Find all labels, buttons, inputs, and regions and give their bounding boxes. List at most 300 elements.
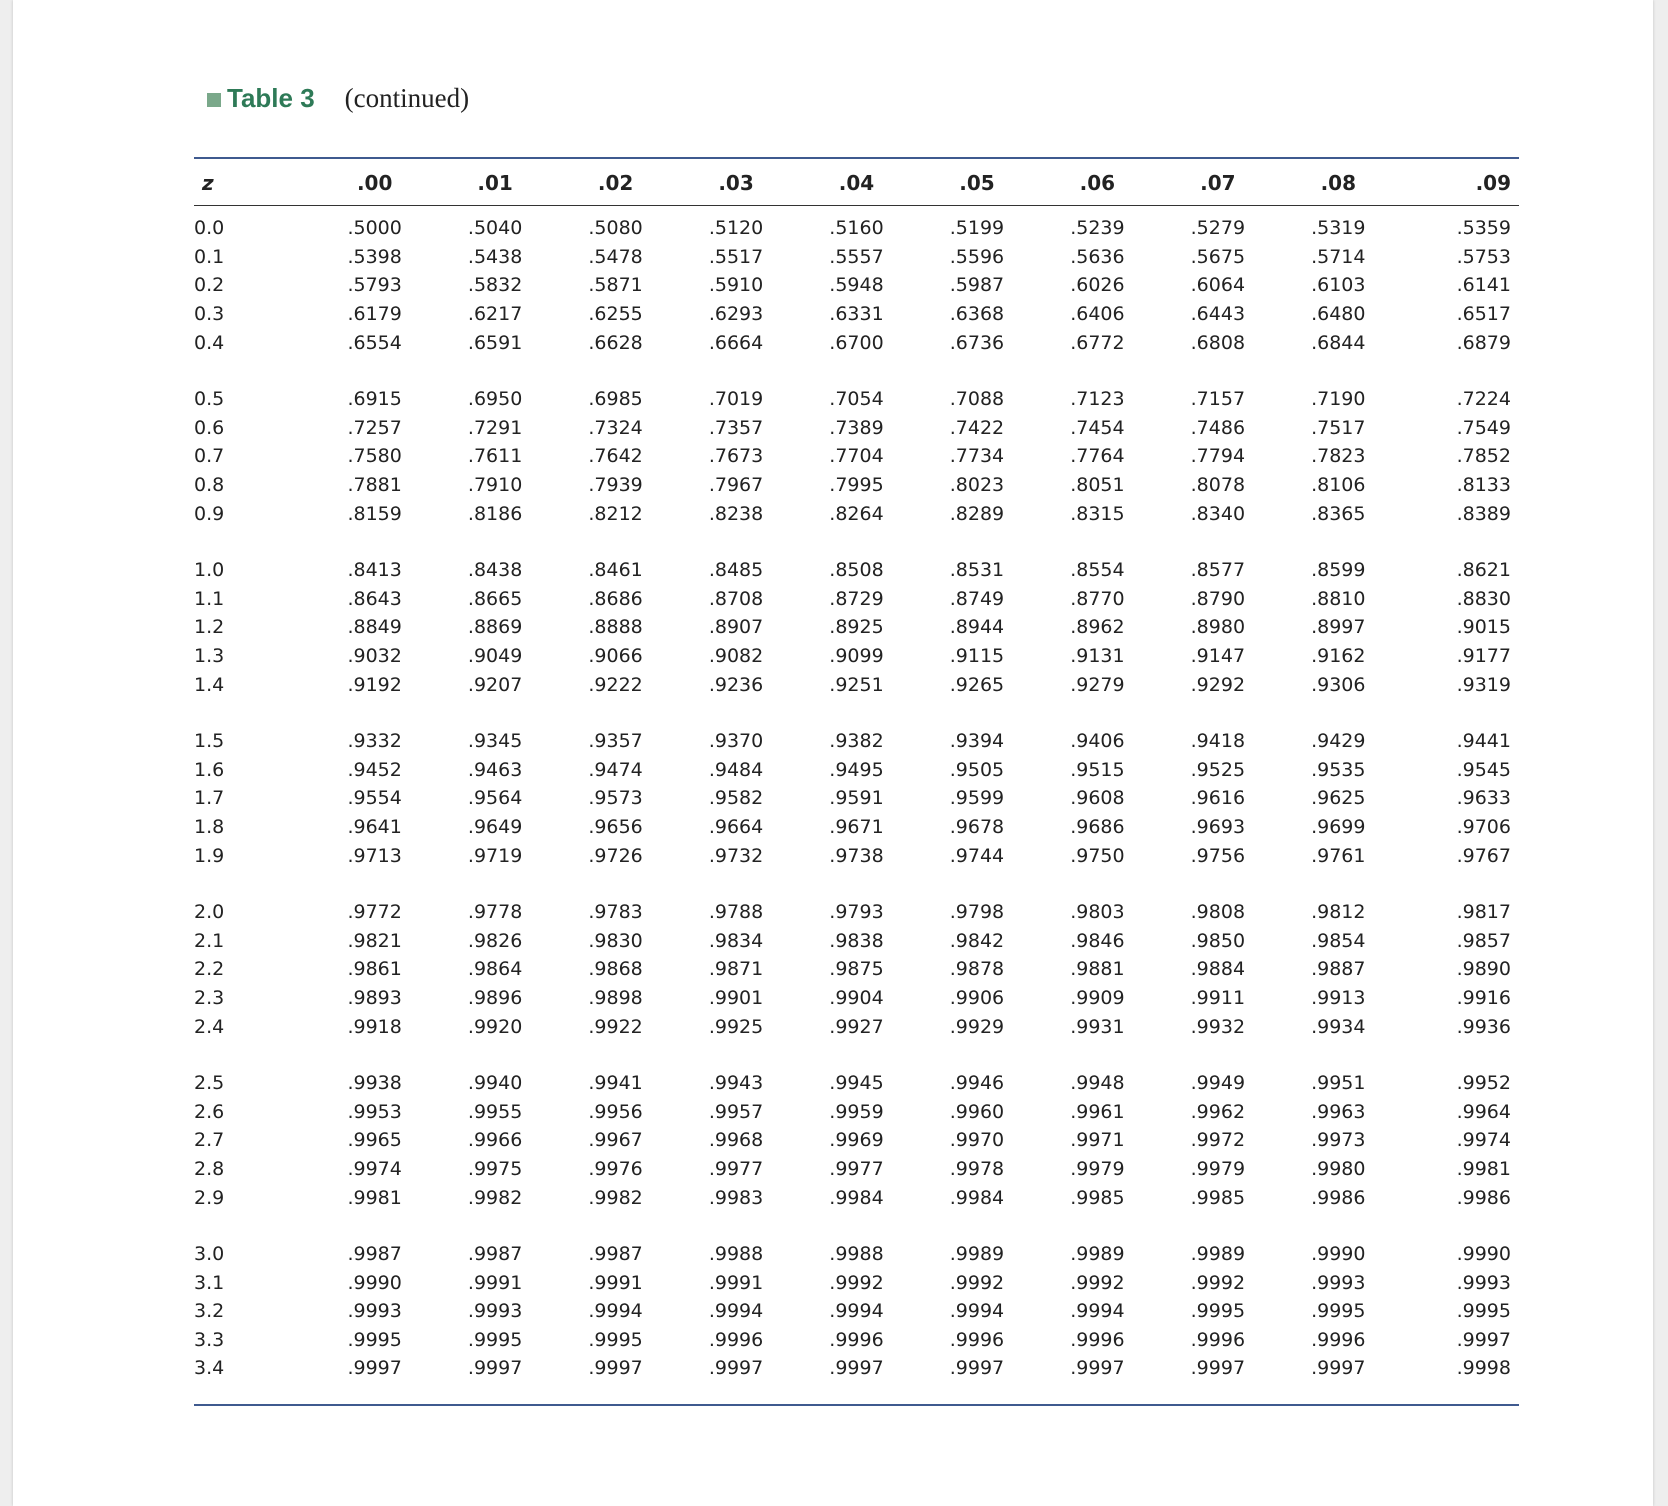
probability-cell: .9996: [708, 1328, 764, 1351]
z-value-cell: 0.6: [194, 416, 225, 439]
probability-cell: .9997: [1190, 1357, 1246, 1380]
probability-cell: .9988: [829, 1243, 884, 1266]
probability-cell: .7157: [1190, 388, 1246, 411]
z-value-cell: 1.3: [194, 645, 225, 668]
probability-cell: .9761: [1311, 844, 1366, 867]
probability-cell: .9967: [588, 1129, 643, 1152]
z-value-cell: 2.7: [194, 1129, 225, 1152]
probability-cell: .9452: [347, 758, 402, 781]
probability-cell: .5596: [949, 245, 1005, 268]
probability-cell: .8962: [1070, 616, 1125, 639]
table-row: [194, 385, 1519, 414]
probability-cell: .8365: [1311, 502, 1366, 525]
probability-cell: .9911: [1190, 986, 1246, 1009]
probability-cell: .9236: [708, 673, 764, 696]
probability-cell: .9049: [467, 645, 523, 668]
probability-cell: .7995: [829, 474, 884, 497]
probability-cell: .5832: [467, 274, 523, 297]
probability-cell: .8389: [1456, 502, 1511, 525]
table-row: [194, 1326, 1519, 1355]
probability-cell: .9370: [708, 730, 764, 753]
probability-cell: .9998: [1456, 1357, 1511, 1380]
probability-cell: .7549: [1456, 416, 1511, 439]
probability-cell: .9996: [829, 1328, 884, 1351]
probability-cell: .5557: [829, 245, 884, 268]
column-header: .05: [959, 171, 995, 195]
probability-cell: .9641: [347, 815, 402, 838]
probability-cell: .9963: [1311, 1100, 1366, 1123]
probability-cell: .9332: [347, 730, 402, 753]
group-spacer: [194, 870, 1519, 898]
z-value-cell: 0.2: [194, 274, 225, 297]
table-row: [194, 1268, 1519, 1297]
z-value-cell: 0.0: [194, 217, 225, 240]
probability-cell: .9918: [347, 1015, 402, 1038]
group-spacer: [194, 1041, 1519, 1069]
probability-cell: .9997: [588, 1357, 643, 1380]
probability-cell: .9916: [1456, 986, 1511, 1009]
probability-cell: .9591: [829, 787, 884, 810]
probability-cell: .9991: [708, 1271, 764, 1294]
probability-cell: .8159: [347, 502, 402, 525]
probability-cell: .8485: [708, 559, 764, 582]
probability-cell: .9978: [949, 1157, 1005, 1180]
probability-cell: .9936: [1456, 1015, 1511, 1038]
table-row: [194, 784, 1519, 813]
probability-cell: .9608: [1070, 787, 1125, 810]
header-gap: [194, 202, 1519, 214]
table-row: [194, 984, 1519, 1013]
probability-cell: .9997: [829, 1357, 884, 1380]
probability-cell: .9649: [467, 815, 523, 838]
probability-cell: .9772: [347, 901, 402, 924]
probability-cell: .9964: [1456, 1100, 1511, 1123]
probability-cell: .6103: [1311, 274, 1366, 297]
probability-cell: .9868: [588, 958, 643, 981]
probability-cell: .9997: [1311, 1357, 1366, 1380]
probability-cell: .9525: [1190, 758, 1246, 781]
z-value-cell: 2.9: [194, 1186, 225, 1209]
probability-cell: .5948: [829, 274, 884, 297]
table-title-continued: (continued): [344, 82, 470, 113]
probability-cell: .9987: [347, 1243, 402, 1266]
z-value-cell: 2.4: [194, 1015, 225, 1038]
probability-cell: .9319: [1456, 673, 1511, 696]
probability-cell: .9946: [949, 1072, 1005, 1095]
probability-cell: .8643: [347, 587, 402, 610]
probability-cell: .6368: [949, 303, 1005, 326]
probability-cell: .9993: [1456, 1271, 1511, 1294]
probability-cell: .6808: [1190, 331, 1246, 354]
group-spacer: [194, 357, 1519, 385]
probability-cell: .8997: [1311, 616, 1366, 639]
probability-cell: .9990: [347, 1271, 402, 1294]
probability-cell: .6406: [1070, 303, 1125, 326]
probability-cell: .9974: [347, 1157, 402, 1180]
probability-cell: .9966: [467, 1129, 523, 1152]
probability-cell: .9992: [1190, 1271, 1246, 1294]
z-value-cell: 1.5: [194, 730, 225, 753]
probability-cell: .8830: [1456, 587, 1511, 610]
probability-cell: .9932: [1190, 1015, 1246, 1038]
probability-cell: .9881: [1070, 958, 1125, 981]
probability-cell: .9982: [467, 1186, 523, 1209]
probability-cell: .8810: [1311, 587, 1366, 610]
probability-cell: .9995: [467, 1328, 523, 1351]
probability-cell: .8849: [347, 616, 402, 639]
probability-cell: .9982: [588, 1186, 643, 1209]
probability-cell: .9345: [467, 730, 523, 753]
probability-cell: .9983: [708, 1186, 764, 1209]
probability-cell: .6879: [1456, 331, 1511, 354]
probability-cell: .9887: [1311, 958, 1366, 981]
probability-cell: .9394: [949, 730, 1005, 753]
probability-cell: .8078: [1190, 474, 1246, 497]
title-square-icon: [207, 93, 221, 107]
probability-cell: .6255: [588, 303, 643, 326]
probability-cell: .9732: [708, 844, 764, 867]
probability-cell: .9973: [1311, 1129, 1366, 1152]
probability-cell: .9997: [708, 1357, 764, 1380]
table-row: [194, 328, 1519, 357]
probability-cell: .9985: [1070, 1186, 1125, 1209]
probability-cell: .5160: [829, 217, 884, 240]
probability-cell: .9535: [1311, 758, 1366, 781]
probability-cell: .9382: [829, 730, 884, 753]
probability-cell: .9995: [1456, 1300, 1511, 1323]
probability-cell: .9842: [949, 929, 1005, 952]
probability-cell: .7611: [467, 445, 523, 468]
probability-cell: .9693: [1190, 815, 1246, 838]
probability-cell: .7486: [1190, 416, 1246, 439]
probability-cell: .8888: [588, 616, 643, 639]
probability-cell: .9484: [708, 758, 764, 781]
z-value-cell: 2.1: [194, 929, 225, 952]
probability-cell: .7764: [1070, 445, 1125, 468]
probability-cell: .6736: [949, 331, 1005, 354]
probability-cell: .9956: [588, 1100, 643, 1123]
probability-cell: .9997: [1070, 1357, 1125, 1380]
probability-cell: .9996: [949, 1328, 1005, 1351]
probability-cell: .9906: [949, 986, 1005, 1009]
table-header-row: [194, 164, 1519, 202]
probability-cell: .9972: [1190, 1129, 1246, 1152]
probability-cell: .9808: [1190, 901, 1246, 924]
probability-cell: .8749: [949, 587, 1005, 610]
probability-cell: .9995: [1311, 1300, 1366, 1323]
probability-cell: .8599: [1311, 559, 1366, 582]
probability-cell: .9997: [949, 1357, 1005, 1380]
probability-cell: .6331: [829, 303, 884, 326]
probability-cell: .9987: [467, 1243, 523, 1266]
probability-cell: .9616: [1190, 787, 1246, 810]
probability-cell: .9913: [1311, 986, 1366, 1009]
probability-cell: .9920: [467, 1015, 523, 1038]
z-value-cell: 2.2: [194, 958, 225, 981]
probability-cell: .7257: [347, 416, 402, 439]
probability-cell: .8133: [1456, 474, 1511, 497]
probability-cell: .7580: [347, 445, 402, 468]
probability-cell: .9990: [1311, 1243, 1366, 1266]
probability-cell: .9726: [588, 844, 643, 867]
probability-cell: .7123: [1070, 388, 1125, 411]
column-header: .00: [356, 171, 393, 195]
probability-cell: .8212: [588, 502, 643, 525]
probability-cell: .9901: [708, 986, 764, 1009]
probability-cell: .9854: [1311, 929, 1366, 952]
probability-cell: .5239: [1070, 217, 1125, 240]
z-value-cell: 3.1: [194, 1271, 225, 1294]
probability-cell: .9994: [949, 1300, 1005, 1323]
probability-cell: .9032: [347, 645, 402, 668]
probability-cell: .9995: [1190, 1300, 1246, 1323]
probability-cell: .9834: [708, 929, 764, 952]
probability-cell: .5359: [1456, 217, 1511, 240]
column-header: .08: [1320, 171, 1357, 195]
probability-cell: .9406: [1070, 730, 1125, 753]
probability-cell: .9979: [1190, 1157, 1246, 1180]
table-row: [194, 300, 1519, 329]
z-value-cell: 0.8: [194, 474, 225, 497]
probability-cell: .9861: [347, 958, 402, 981]
probability-cell: .9783: [588, 901, 643, 924]
probability-cell: .9896: [467, 986, 523, 1009]
probability-cell: .9994: [1070, 1300, 1125, 1323]
probability-cell: .9251: [829, 673, 884, 696]
probability-cell: .9996: [1311, 1328, 1366, 1351]
probability-cell: .9573: [588, 787, 643, 810]
probability-cell: .6772: [1070, 331, 1125, 354]
probability-cell: .9115: [949, 645, 1005, 668]
probability-cell: .9962: [1190, 1100, 1246, 1123]
probability-cell: .9767: [1456, 844, 1511, 867]
column-header: .09: [1475, 171, 1511, 195]
table-row: [194, 1012, 1519, 1041]
z-value-cell: 2.5: [194, 1072, 225, 1095]
probability-cell: .6950: [467, 388, 523, 411]
probability-cell: .9948: [1070, 1072, 1125, 1095]
probability-cell: .6141: [1456, 274, 1511, 297]
group-spacer: [194, 1212, 1519, 1240]
probability-cell: .8340: [1190, 502, 1246, 525]
probability-cell: .8944: [949, 616, 1005, 639]
column-header-z: z: [202, 171, 214, 195]
table-row: [194, 955, 1519, 984]
probability-cell: .9678: [949, 815, 1005, 838]
probability-cell: .9441: [1456, 730, 1511, 753]
probability-cell: .9980: [1311, 1157, 1366, 1180]
probability-cell: .9082: [708, 645, 764, 668]
probability-cell: .9664: [708, 815, 764, 838]
probability-cell: .8770: [1070, 587, 1125, 610]
probability-cell: .5636: [1070, 245, 1125, 268]
probability-cell: .5478: [588, 245, 643, 268]
probability-cell: .7517: [1311, 416, 1366, 439]
probability-cell: .9706: [1456, 815, 1511, 838]
z-value-cell: 1.7: [194, 787, 225, 810]
probability-cell: .7734: [949, 445, 1005, 468]
table-row: [194, 670, 1519, 699]
z-value-cell: 2.8: [194, 1157, 225, 1180]
table-row: [194, 271, 1519, 300]
probability-cell: .9015: [1456, 616, 1511, 639]
probability-cell: .9940: [467, 1072, 523, 1095]
table-row: [194, 1069, 1519, 1098]
probability-cell: .9599: [949, 787, 1005, 810]
probability-cell: .9898: [588, 986, 643, 1009]
probability-cell: .9955: [467, 1100, 523, 1123]
probability-cell: .9995: [588, 1328, 643, 1351]
probability-cell: .9977: [829, 1157, 884, 1180]
probability-cell: .7291: [467, 416, 523, 439]
table-row: [194, 471, 1519, 500]
probability-cell: .8438: [467, 559, 523, 582]
z-value-cell: 0.7: [194, 445, 225, 468]
probability-cell: .9686: [1070, 815, 1125, 838]
probability-cell: .9719: [467, 844, 523, 867]
table-row: [194, 1126, 1519, 1155]
probability-cell: .9871: [708, 958, 764, 981]
probability-cell: .5080: [588, 217, 643, 240]
probability-cell: .7642: [588, 445, 643, 468]
z-value-cell: 3.0: [194, 1243, 225, 1266]
probability-cell: .6217: [467, 303, 523, 326]
table-row: [194, 898, 1519, 927]
probability-cell: .9812: [1311, 901, 1366, 924]
probability-cell: .7704: [829, 445, 884, 468]
probability-cell: .9357: [588, 730, 643, 753]
z-value-cell: 1.4: [194, 673, 225, 696]
probability-cell: .9994: [829, 1300, 884, 1323]
probability-cell: .8264: [829, 502, 884, 525]
table-row: [194, 442, 1519, 471]
table-row: [194, 585, 1519, 614]
probability-cell: .6700: [829, 331, 884, 354]
probability-cell: .9846: [1070, 929, 1125, 952]
probability-cell: .8729: [829, 587, 884, 610]
z-value-cell: 2.0: [194, 901, 225, 924]
probability-cell: .7454: [1070, 416, 1125, 439]
probability-cell: .9463: [467, 758, 523, 781]
probability-cell: .9066: [588, 645, 643, 668]
probability-cell: .9803: [1070, 901, 1125, 924]
probability-cell: .5793: [347, 274, 402, 297]
probability-cell: .6443: [1190, 303, 1246, 326]
probability-cell: .9992: [829, 1271, 884, 1294]
probability-cell: .9941: [588, 1072, 643, 1095]
z-value-cell: 0.9: [194, 502, 225, 525]
probability-cell: .9925: [708, 1015, 764, 1038]
probability-cell: .6591: [467, 331, 523, 354]
probability-cell: .6664: [708, 331, 764, 354]
probability-cell: .9222: [588, 673, 643, 696]
table-row: [194, 642, 1519, 671]
probability-cell: .9990: [1456, 1243, 1511, 1266]
probability-cell: .9997: [347, 1357, 402, 1380]
probability-cell: .9965: [347, 1129, 402, 1152]
probability-cell: .5279: [1190, 217, 1246, 240]
probability-cell: .9131: [1070, 645, 1125, 668]
probability-cell: .9938: [347, 1072, 402, 1095]
probability-cell: .9495: [829, 758, 884, 781]
column-header: .07: [1200, 171, 1236, 195]
table-row: [194, 613, 1519, 642]
table-row: [194, 813, 1519, 842]
probability-cell: .9788: [708, 901, 764, 924]
probability-cell: .7794: [1190, 445, 1246, 468]
table-body: [194, 202, 1519, 1383]
probability-cell: .9996: [1070, 1328, 1125, 1351]
probability-cell: .9265: [949, 673, 1005, 696]
probability-cell: .8925: [829, 616, 884, 639]
probability-cell: .6179: [347, 303, 402, 326]
probability-cell: .9993: [1311, 1271, 1366, 1294]
probability-cell: .7357: [708, 416, 764, 439]
probability-cell: .9099: [829, 645, 884, 668]
probability-cell: .5987: [949, 274, 1005, 297]
probability-cell: .9554: [347, 787, 402, 810]
probability-cell: .9977: [708, 1157, 764, 1180]
probability-cell: .9857: [1456, 929, 1511, 952]
table-row: [194, 756, 1519, 785]
z-value-cell: 1.2: [194, 616, 225, 639]
probability-cell: .9893: [347, 986, 402, 1009]
z-value-cell: 3.2: [194, 1300, 225, 1323]
probability-cell: .7389: [829, 416, 884, 439]
probability-cell: .7823: [1311, 445, 1366, 468]
probability-cell: .5871: [588, 274, 643, 297]
probability-cell: .8051: [1070, 474, 1125, 497]
probability-cell: .6844: [1311, 331, 1366, 354]
probability-cell: .6628: [588, 331, 643, 354]
probability-cell: .7939: [588, 474, 643, 497]
probability-cell: .7967: [708, 474, 764, 497]
probability-cell: .8289: [949, 502, 1005, 525]
probability-cell: .9993: [467, 1300, 523, 1323]
probability-cell: .9922: [588, 1015, 643, 1038]
probability-cell: .9177: [1456, 645, 1511, 668]
probability-cell: .9976: [588, 1157, 643, 1180]
probability-cell: .9997: [467, 1357, 523, 1380]
probability-cell: .9949: [1190, 1072, 1246, 1095]
probability-cell: .9793: [829, 901, 884, 924]
probability-cell: .5675: [1190, 245, 1246, 268]
z-value-cell: 0.1: [194, 245, 225, 268]
probability-cell: .9974: [1456, 1129, 1511, 1152]
probability-cell: .9699: [1311, 815, 1366, 838]
probability-cell: .9952: [1456, 1072, 1511, 1095]
probability-cell: .9750: [1070, 844, 1125, 867]
probability-cell: .9625: [1311, 787, 1366, 810]
probability-cell: .7673: [708, 445, 764, 468]
probability-cell: .9890: [1456, 958, 1511, 981]
probability-cell: .9927: [829, 1015, 884, 1038]
probability-cell: .9989: [1070, 1243, 1125, 1266]
probability-cell: .7019: [708, 388, 764, 411]
table-row: [194, 926, 1519, 955]
probability-cell: .9884: [1190, 958, 1246, 981]
probability-cell: .7224: [1456, 388, 1511, 411]
probability-cell: .9744: [949, 844, 1005, 867]
z-table: [194, 164, 1519, 1383]
probability-cell: .5199: [949, 217, 1005, 240]
probability-cell: .9582: [708, 787, 764, 810]
table-title: [207, 78, 469, 118]
probability-cell: .8869: [467, 616, 523, 639]
table-bottom-rule: [194, 1404, 1519, 1406]
table-row: [194, 243, 1519, 272]
probability-cell: .9945: [829, 1072, 884, 1095]
